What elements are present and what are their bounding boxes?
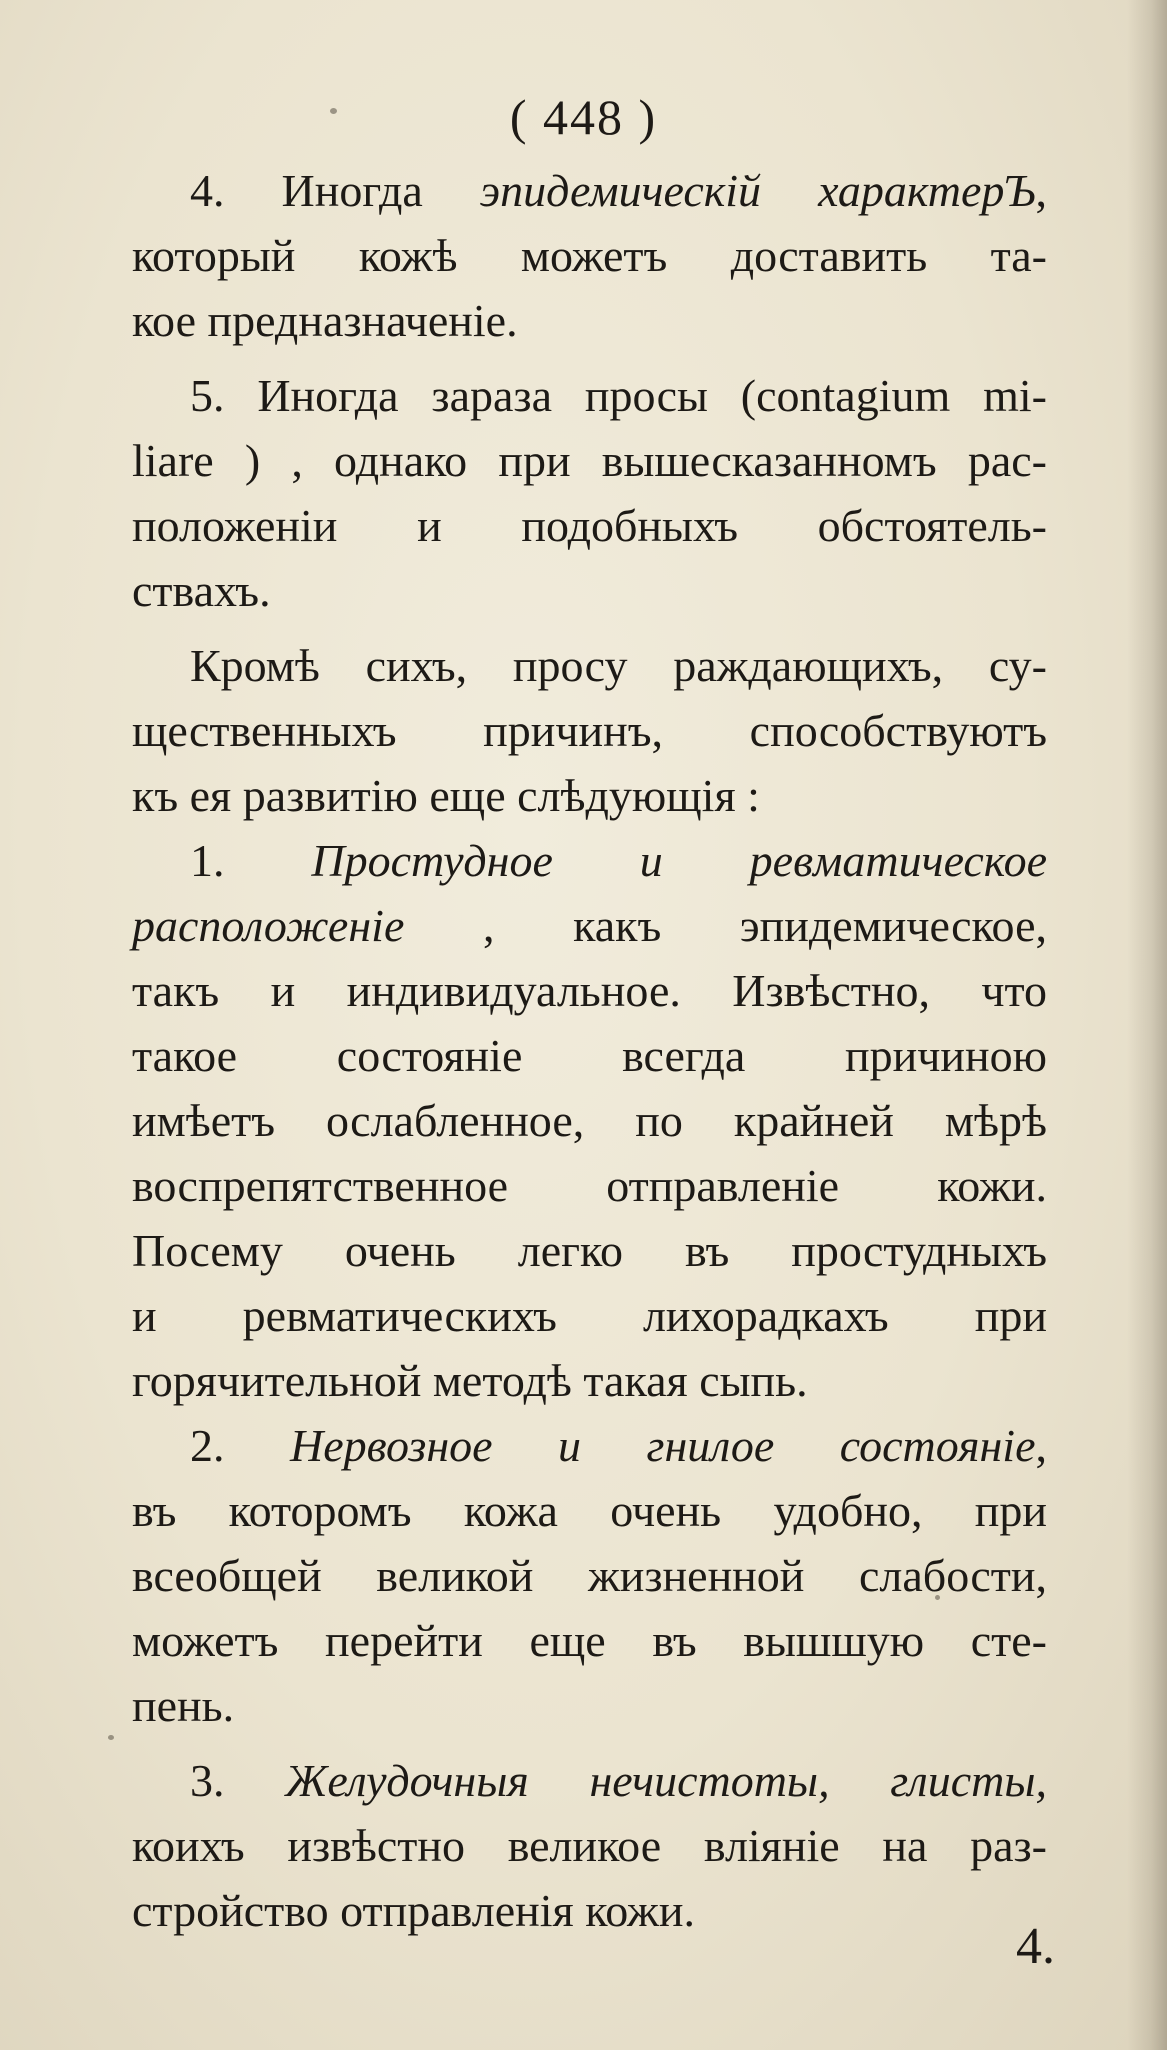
item-4-intro: Иногда — [281, 165, 423, 216]
cause-2-line-2: въ которомъ кожа очень удобно, при — [132, 1485, 1047, 1536]
item-5-line-3: положеніи и подобныхъ обстоятель- — [132, 500, 1047, 551]
cause-2-line-3: всеобщей великой жизненной слабости, — [132, 1550, 1047, 1601]
catchword: 4. — [1016, 1918, 1055, 1975]
item-4-line-2: который кожѣ можетъ доставить та- — [132, 230, 1047, 281]
item-4-number: 4. — [190, 165, 225, 216]
item-4-line-1 — [132, 158, 1047, 223]
cause-1-line-1 — [132, 828, 1047, 893]
cause-2-number: 2. — [190, 1420, 225, 1471]
item-4-line-3: кое предназначеніе. — [132, 295, 518, 346]
ink-speck — [108, 1735, 114, 1740]
cause-1-line-2 — [132, 893, 1047, 958]
item-5-line-4: ствахъ. — [132, 565, 271, 616]
cause-2-line-1 — [132, 1413, 1047, 1478]
page-text — [132, 158, 1047, 1943]
cause-1-line-3: такъ и индивидуальное. Извѣстно, что — [132, 965, 1047, 1016]
cause-2-italic: Нервозное и гнилое состояніе — [289, 1420, 1036, 1471]
cause-1-number: 1. — [190, 835, 225, 886]
cause-3-line-3: стройство отправленія кожи. — [132, 1885, 695, 1936]
cause-3-line-1 — [132, 1748, 1047, 1813]
cause-1-line-8: и ревматическихъ лихорадкахъ при — [132, 1290, 1047, 1341]
item-4-tail: , — [1035, 165, 1048, 216]
intro-para-line-1: Кромѣ сихъ, просу раждающихъ, су- — [190, 640, 1047, 691]
intro-para-line-2: щественныхъ причинъ, способствуютъ — [132, 705, 1047, 756]
cause-1-line-5: имѣетъ ослабленное, по крайней мѣрѣ — [132, 1095, 1047, 1146]
cause-1-italic-1: Простудное и ревматическое — [311, 835, 1047, 886]
page-number: ( 448 ) — [509, 89, 658, 145]
page-edge-shadow — [1127, 0, 1167, 2050]
cause-1-line-6: воспрепятственное отправленіе кожи. — [132, 1160, 1047, 1211]
cause-3-italic: Желудочныя нечистоты, глисты, — [285, 1755, 1047, 1806]
cause-2-line-5: пень. — [132, 1680, 235, 1731]
cause-1-line-4: такое состояніе всегда причиною — [132, 1030, 1047, 1081]
item-4-italic: эпидемическій характерЪ — [479, 165, 1036, 216]
intro-para-line-3: къ ея развитію еще слѣдующія : — [132, 770, 760, 821]
cause-3-number: 3. — [190, 1755, 225, 1806]
cause-2-tail: , — [1035, 1420, 1047, 1471]
cause-2-line-4: можетъ перейти еще въ вышшую сте- — [132, 1615, 1047, 1666]
cause-3-line-2: коихъ извѣстно великое вліяніе на раз- — [132, 1820, 1047, 1871]
item-5-line-2: liare ) , однако при вышесказанномъ рас- — [132, 435, 1047, 486]
cause-1-italic-2: расположеніе — [132, 900, 405, 951]
cause-1-line-7: Посему очень легко въ простудныхъ — [132, 1225, 1047, 1276]
cause-1-line-9: горячительной методѣ такая сыпь. — [132, 1355, 808, 1406]
item-5-line-1: 5. Иногда зараза просы (contagium mi- — [190, 370, 1047, 421]
cause-1-line-2-tail: , какъ эпидемическое, — [482, 900, 1047, 951]
